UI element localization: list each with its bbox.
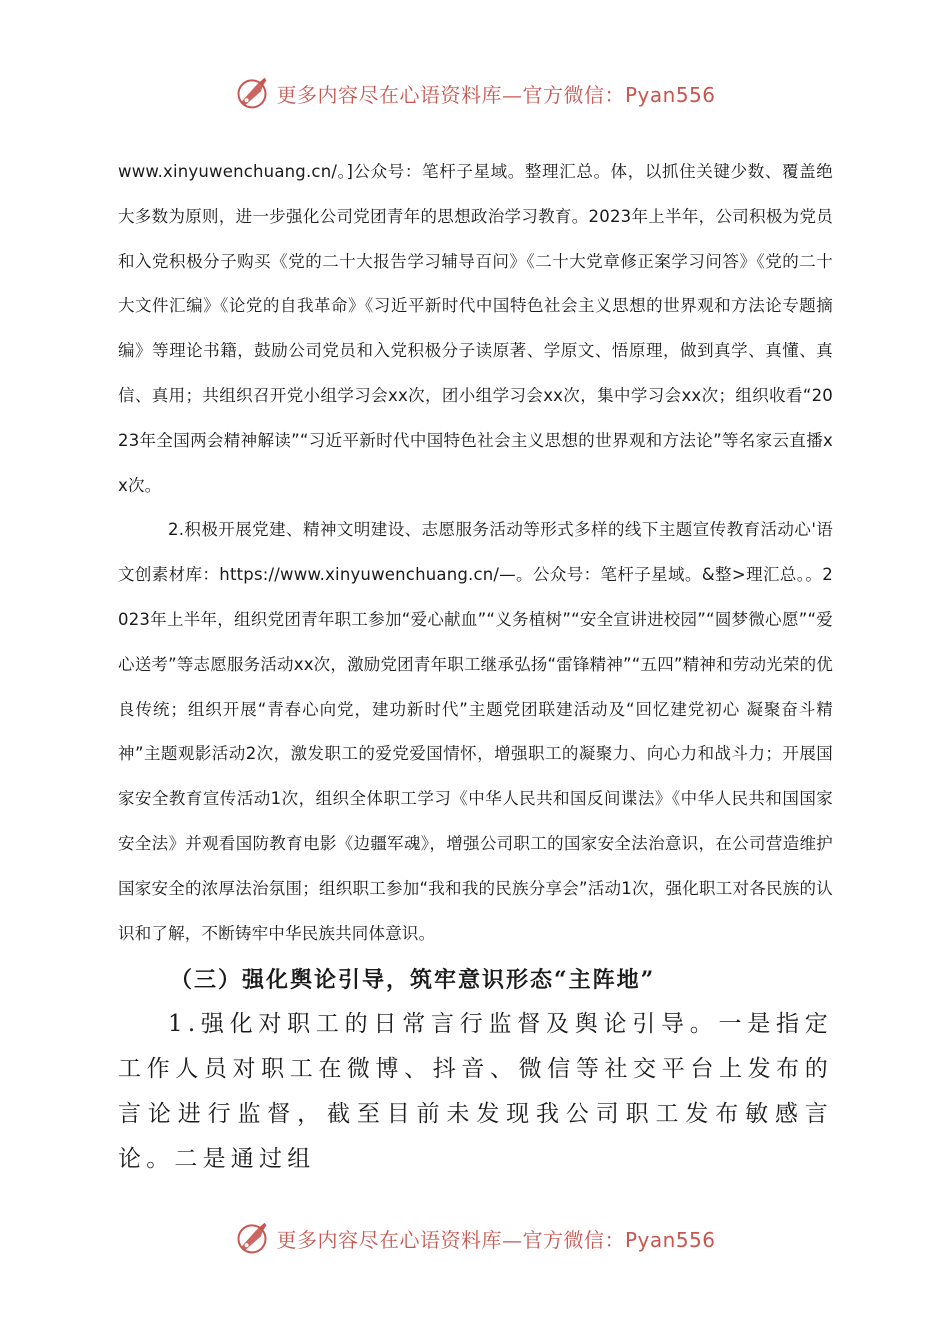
pen-nib-logo-icon [234,75,270,111]
pen-nib-logo-icon [234,1220,270,1256]
watermark-text-cn: 更多内容尽在心语资料库—官方微信： [276,1227,625,1252]
watermark-wechat-id: Pyan556 [624,82,716,107]
section-heading: （三）强化舆论引导，筑牢意识形态“主阵地” [170,967,656,994]
paragraph-study-education: www.xinyuwenchuang.cn/。]公众号：笔杆子星域。整理汇总。体，以抓住关键少数、覆盖绝大多数为原则，进一步强化公司党团青年的思想政治学习教育。2023年上半年，公司积极为党员和入党积极分子购买《党的二十大报告学习辅导百问》《二十大党章修正案学习问答》《党的二十大文件汇编》《论党的自我革命》《习近平新时代中国特色社会主义思想的世界观和方法论专题摘编》等理论书籍，鼓励公司党员和入党积极分子读原著、学原文、悟原理，做到真学、真懂、真信、真用；共组织召开党小组学习会xx次，团小组学习会xx次，集中学习会xx次；组织收看“2023年全国两会精神解读”“习近平新时代中国特色社会主义思想的世界观和方法论”等名家云直播xx次。 [118,162,833,495]
watermark-text [276,1224,715,1253]
header-watermark [0,68,950,118]
watermark-text-cn: 更多内容尽在心语资料库—官方微信： [276,82,625,107]
watermark-group [234,1220,715,1256]
paragraph-public-opinion: 1.强化对职工的日常言行监督及舆论引导。一是指定工作人员对职工在微博、抖音、微信等社交平台上发布的言论进行监督，截至目前未发现我公司职工发布敏感言论。二是通过组 [118,1011,833,1173]
paragraph-offline-activities: 2.积极开展党建、精神文明建设、志愿服务活动等形式多样的线下主题宣传教育活动心'语文创素材库：https://www.xinyuwenchuang.cn/—。公众号：笔杆子星域。&整>理汇总。。2023年上半年，组织党团青年职工参加“爱心献血”“义务植树”“安全宣讲进校园”“圆梦微心愿”“爱心送考”等志愿服务活动xx次，激励党团青年职工继承弘扬“雷锋精神”“五四”精神和劳动光荣的优良传统；组织开展“青春心向党，建功新时代”主题党团联建活动及“回忆建党初心 凝聚奋斗精神”主题观影活动2次，激发职工的爱党爱国情怀，增强职工的凝聚力、向心力和战斗力；开展国家安全教育宣传活动1次，组织全体职工学习《中华人民共和国反间谍法》《中华人民共和国国家安全法》并观看国防教育电影《边疆军魂》，增强公司职工的国家安全法治意识，在公司营造维护国家安全的浓厚法治氛围；组织职工参加“我和我的民族分享会”活动1次，强化职工对各民族的认识和了解，不断铸牢中华民族共同体意识。 [118,520,833,943]
watermark-text [276,79,715,108]
watermark-wechat-id: Pyan556 [624,1227,716,1252]
document-body [118,150,833,1182]
watermark-group [234,75,715,111]
footer-watermark [0,1213,950,1263]
